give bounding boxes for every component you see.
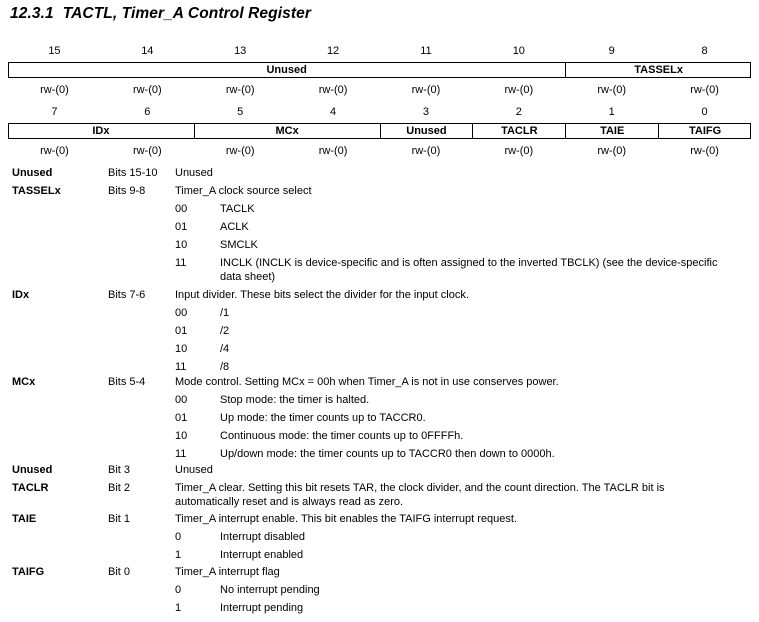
- field-description: Timer_A clear. Setting this bit resets TAR, the clock divider, and the count direction. The TACLR bit is automatically reset and is always read as zero.: [175, 482, 665, 508]
- value-code: 00: [175, 394, 188, 406]
- access-type-6: rw-(0): [597, 84, 627, 96]
- access-type-4: rw-(0): [411, 84, 441, 96]
- description-row: [0, 481, 759, 508]
- access-type-0: rw-(0): [40, 84, 69, 96]
- access-type-1: rw-(0): [132, 145, 162, 157]
- bit-range: Bit 0: [108, 566, 131, 578]
- field-name: Unused: [12, 464, 53, 476]
- value-row: [0, 360, 759, 375]
- value-code: 0: [175, 531, 182, 543]
- field-description: Timer_A clock source select: [175, 185, 312, 197]
- value-description: Continuous mode: the timer counts up to 0FFFFh.: [220, 430, 464, 442]
- bit-number-5: 2: [515, 106, 522, 118]
- access-type-2: rw-(0): [225, 145, 255, 157]
- bit-number-3: 12: [326, 45, 340, 57]
- register-field-taifg: TAIFG: [658, 124, 751, 138]
- value-description: TACLK: [220, 203, 255, 215]
- value-row: [0, 393, 759, 408]
- value-row: [0, 583, 759, 598]
- upper-register-fields: [8, 62, 751, 78]
- access-type-5: rw-(0): [504, 145, 534, 157]
- bit-number-6: 9: [608, 45, 615, 57]
- access-type-2: rw-(0): [225, 84, 255, 96]
- bit-number-6: 1: [608, 106, 615, 118]
- bit-number-2: 13: [234, 45, 247, 57]
- field-name: TAIE: [12, 513, 37, 525]
- value-row: [0, 238, 759, 253]
- value-description: Interrupt enabled: [220, 549, 304, 561]
- access-type-5: rw-(0): [504, 84, 534, 96]
- bit-number-1: 14: [141, 45, 154, 57]
- value-row: [0, 220, 759, 235]
- field-name: IDx: [12, 289, 30, 301]
- value-code: 01: [175, 325, 188, 337]
- access-type-3: rw-(0): [318, 145, 348, 157]
- value-row: [0, 411, 759, 426]
- value-description: Stop mode: the timer is halted.: [220, 394, 370, 406]
- access-type-7: rw-(0): [690, 145, 719, 157]
- register-field-mcx: MCx: [194, 124, 380, 138]
- access-type-3: rw-(0): [318, 84, 348, 96]
- access-type-0: rw-(0): [40, 145, 69, 157]
- access-type-1: rw-(0): [132, 84, 162, 96]
- bit-range: Bits 5-4: [108, 376, 146, 388]
- value-code: 1: [175, 549, 182, 561]
- bit-number-0: 15: [48, 45, 61, 57]
- value-code: 00: [175, 307, 188, 319]
- field-name: TACLR: [12, 482, 49, 494]
- bit-range: Bit 3: [108, 464, 131, 476]
- field-name: TASSELx: [12, 185, 61, 197]
- value-description: /1: [220, 307, 230, 319]
- field-name: TAIFG: [12, 566, 45, 578]
- section-title: [10, 5, 311, 23]
- register-field-taie: TAIE: [565, 124, 658, 138]
- bit-number-7: 8: [701, 45, 708, 57]
- description-row: [0, 184, 759, 199]
- description-row: [0, 375, 759, 390]
- value-description: Interrupt disabled: [220, 531, 305, 543]
- value-row: [0, 202, 759, 217]
- bit-number-3: 4: [330, 106, 337, 118]
- field-description: Timer_A interrupt flag: [175, 566, 280, 578]
- field-description: Mode control. Setting MCx = 00h when Timer_A is not in use conserves power.: [175, 376, 559, 388]
- value-row: [0, 530, 759, 545]
- bit-range: Bits 15-10: [108, 167, 158, 179]
- description-row: [0, 288, 759, 303]
- lower-register-fields: [8, 123, 751, 139]
- value-code: 00: [175, 203, 188, 215]
- bit-range: Bits 7-6: [108, 289, 146, 301]
- field-description: Input divider. These bits select the divider for the input clock.: [175, 289, 469, 301]
- value-code: 10: [175, 239, 188, 251]
- bit-number-1: 6: [144, 106, 151, 118]
- value-row: [0, 601, 759, 616]
- value-row: [0, 342, 759, 357]
- register-field-idx: IDx: [92, 125, 110, 137]
- description-row: [0, 463, 759, 478]
- value-code: 10: [175, 430, 188, 442]
- value-code: 11: [175, 257, 187, 269]
- value-row: [0, 324, 759, 339]
- value-code: 01: [175, 412, 188, 424]
- bit-number-4: 11: [420, 45, 432, 57]
- register-field-taclr: TACLR: [472, 124, 565, 138]
- value-code: 0: [175, 584, 182, 596]
- value-description: /8: [220, 361, 230, 373]
- bit-number-5: 10: [512, 45, 525, 57]
- bit-number-4: 3: [422, 106, 429, 118]
- description-row: [0, 166, 759, 181]
- bit-number-7: 0: [701, 106, 708, 118]
- field-name: MCx: [12, 376, 36, 388]
- value-description: Up mode: the timer counts up to TACCR0.: [220, 412, 426, 424]
- section-number: 12.3.1: [10, 5, 54, 22]
- access-type-7: rw-(0): [690, 84, 719, 96]
- bit-range: Bits 9-8: [108, 185, 146, 197]
- bit-range: Bit 1: [108, 513, 131, 525]
- value-code: 10: [175, 343, 188, 355]
- field-description: Unused: [175, 464, 213, 476]
- value-code: 11: [175, 361, 187, 373]
- field-description: Timer_A interrupt enable. This bit enables the TAIFG interrupt request.: [175, 513, 517, 525]
- value-code: 11: [175, 448, 187, 460]
- description-row: [0, 565, 759, 580]
- value-description: ACLK: [220, 221, 249, 233]
- field-description: Unused: [175, 167, 213, 179]
- value-description: /2: [220, 325, 230, 337]
- bit-range: Bit 2: [108, 482, 131, 494]
- description-row: [0, 512, 759, 527]
- bit-number-2: 5: [237, 106, 244, 118]
- value-code: 1: [175, 602, 182, 614]
- access-type-4: rw-(0): [411, 145, 441, 157]
- access-type-6: rw-(0): [597, 145, 627, 157]
- register-field-tasselx: TASSELx: [565, 63, 751, 77]
- field-name: Unused: [12, 167, 53, 179]
- value-description: No interrupt pending: [220, 584, 320, 596]
- value-description: /4: [220, 343, 230, 355]
- bit-number-0: 7: [51, 106, 58, 118]
- value-description: Interrupt pending: [220, 602, 304, 614]
- section-title-text: TACTL, Timer_A Control Register: [62, 5, 311, 22]
- value-description: SMCLK: [220, 239, 258, 251]
- value-description: Up/down mode: the timer counts up to TACCR0 then down to 0000h.: [220, 448, 555, 460]
- value-code: 01: [175, 221, 188, 233]
- value-row: [0, 447, 759, 462]
- value-description: INCLK (INCLK is device-specific and is often assigned to the inverted TBCLK) (see the device-specific data sheet): [220, 257, 718, 283]
- value-row: [0, 548, 759, 563]
- value-row: [0, 256, 759, 283]
- register-field-unused: Unused: [380, 124, 473, 138]
- register-field-unused: Unused: [266, 64, 307, 76]
- value-row: [0, 429, 759, 444]
- value-row: [0, 306, 759, 321]
